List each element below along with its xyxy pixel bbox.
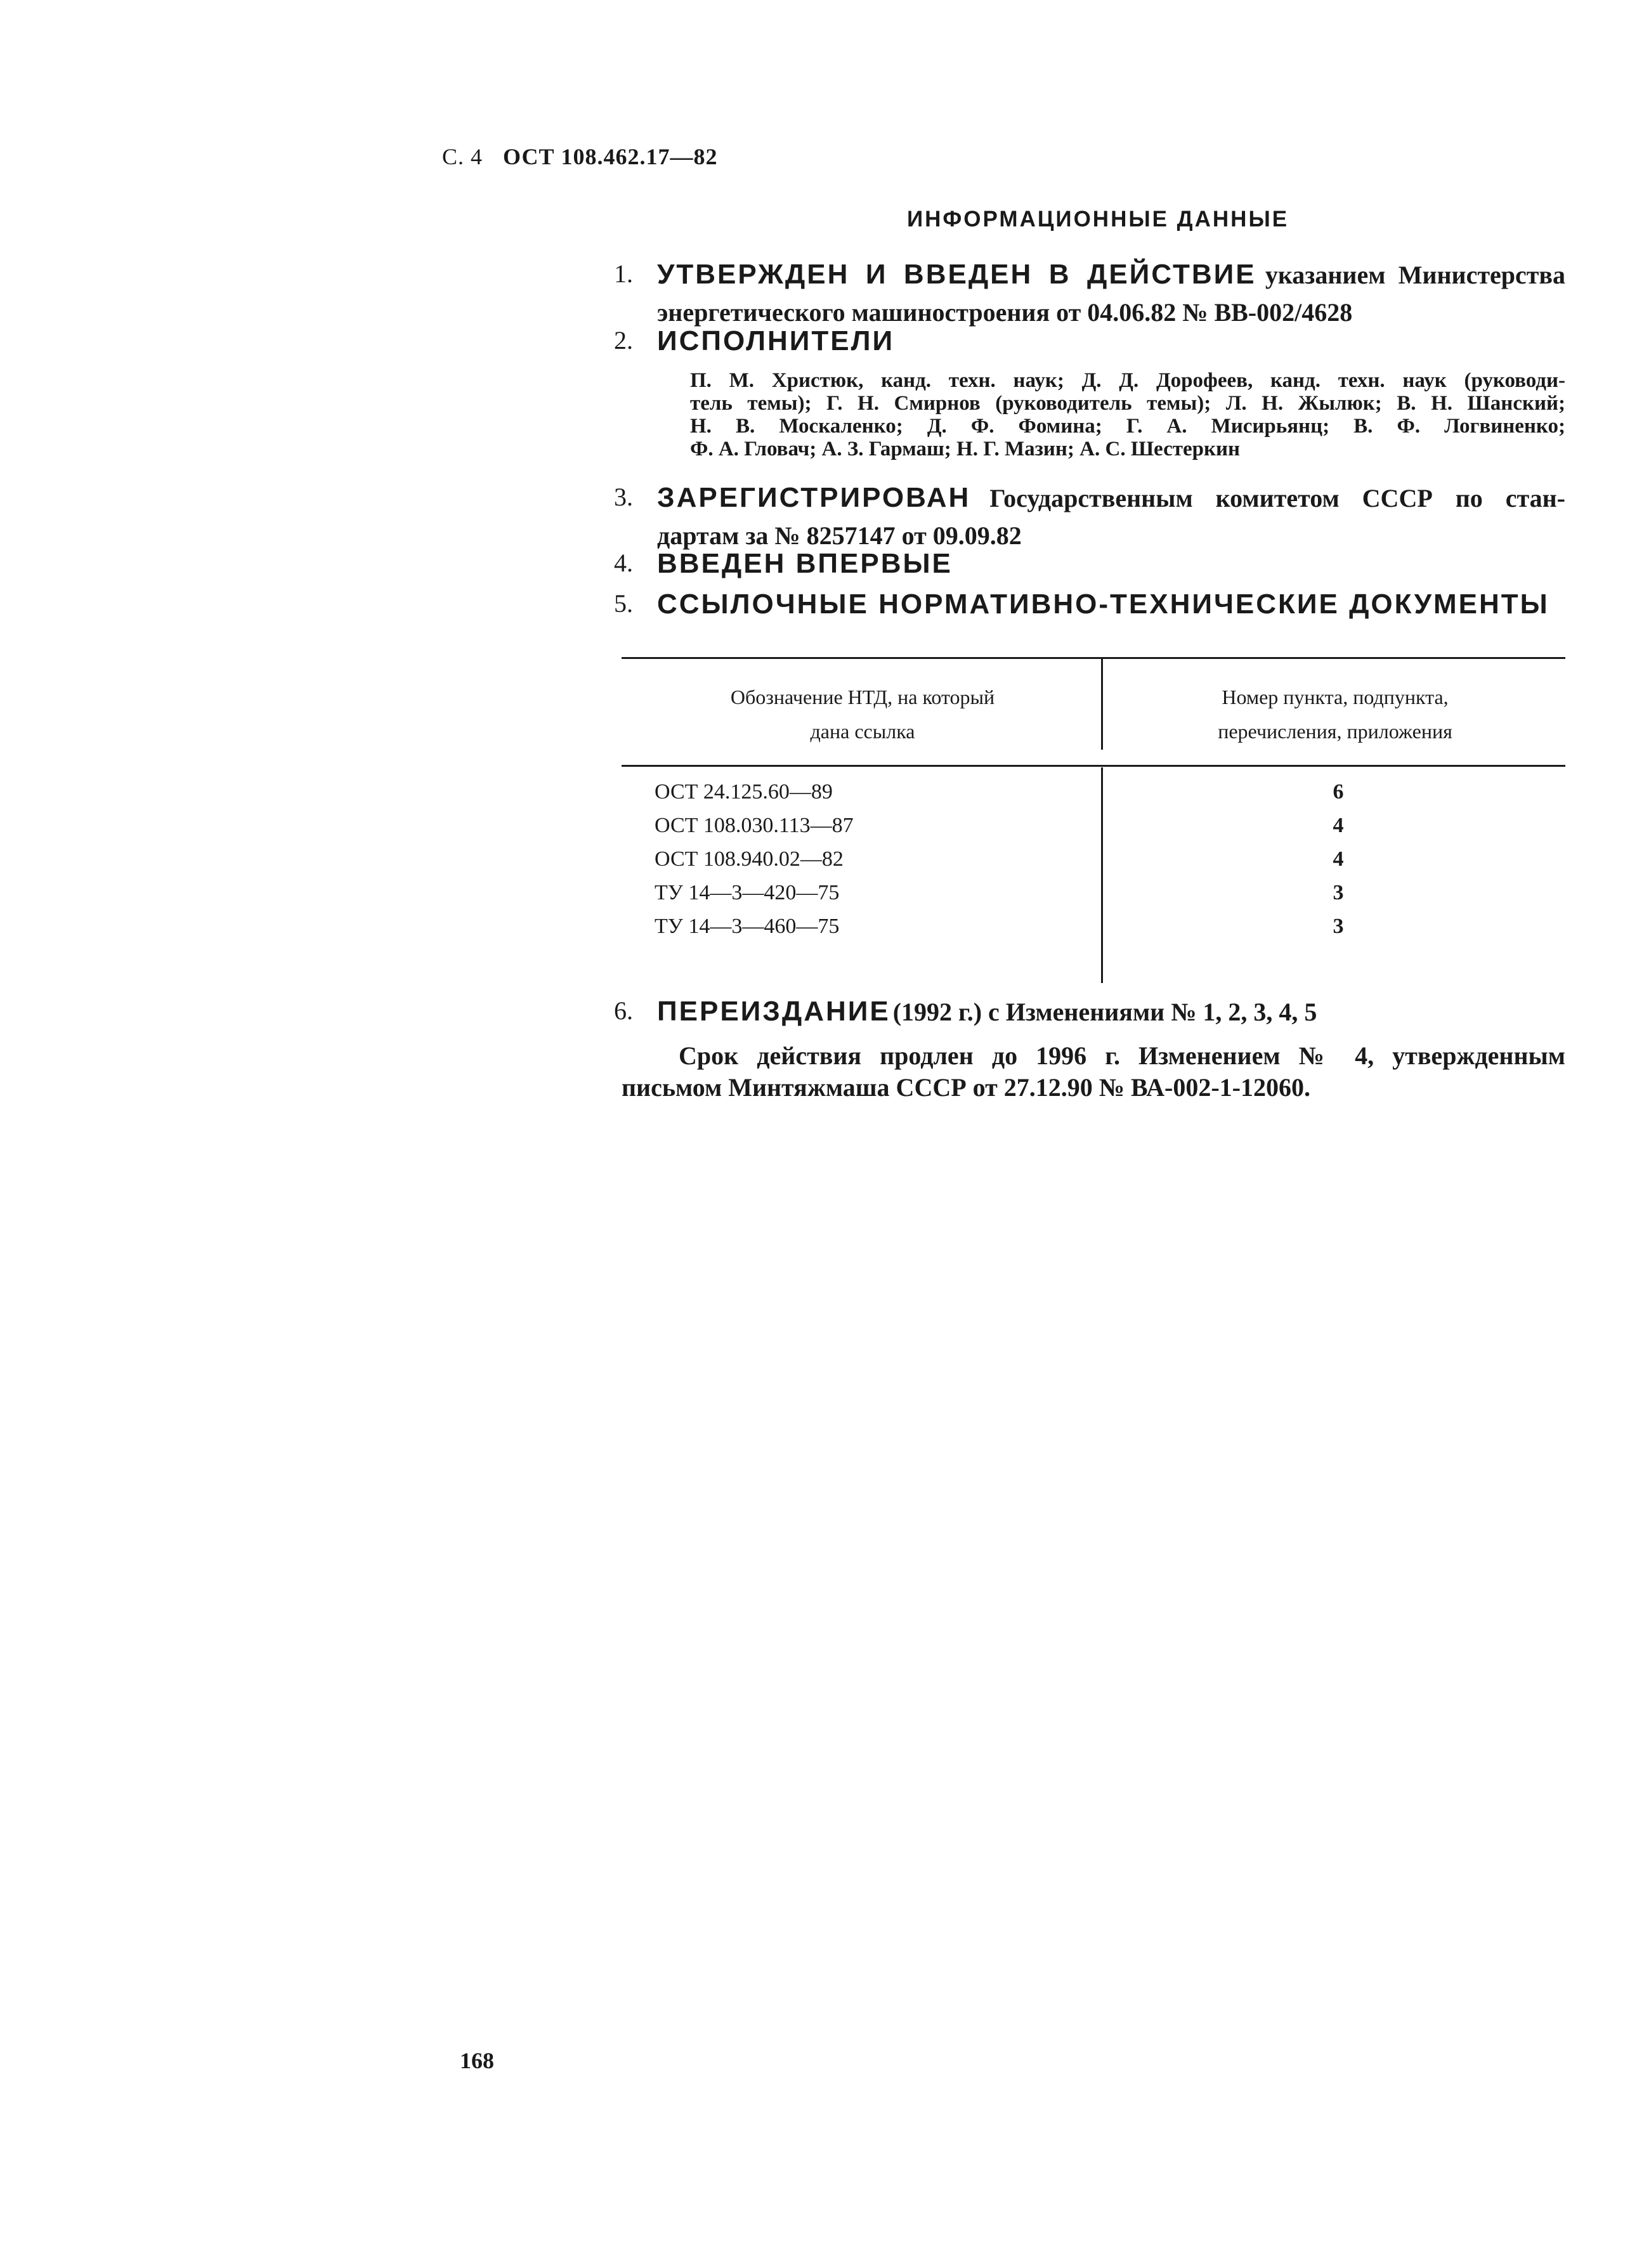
reference-table [622, 657, 1565, 961]
section-title: ИНФОРМАЦИОННЫЕ ДАННЫЕ [907, 207, 1289, 231]
item-text: Государственным комитетом СССР по стан- [989, 484, 1566, 512]
item-text: (1992 г.) с Изменениями № 1, 2, 3, 4, 5 [892, 998, 1317, 1026]
performers-line: Н. В. Москаленко; Д. Ф. Фомина; Г. А. Мисирьянц; В. Ф. Логвиненко; [690, 415, 1565, 438]
table-header-clause [1116, 680, 1554, 748]
item-heading: УТВЕРЖДЕН И ВВЕДЕН В ДЕЙСТВИЕ [657, 259, 1256, 290]
item-number: 3. [614, 483, 633, 511]
row-document: ОСТ 24.125.60—89 [655, 780, 833, 804]
table-row [622, 814, 1565, 847]
page-header [442, 143, 717, 170]
table-row [622, 780, 1565, 813]
item-number: 4. [614, 549, 633, 577]
row-document: ТУ 14—3—420—75 [655, 881, 840, 904]
table-top-rule [622, 657, 1565, 659]
item-number: 5. [614, 589, 633, 618]
item-approved [614, 259, 1565, 329]
row-document: ОСТ 108.940.02—82 [655, 847, 844, 871]
page-number: 168 [460, 2048, 494, 2073]
item-text: указанием Министерства [1265, 261, 1565, 289]
row-clause: 3 [1333, 915, 1344, 938]
note-line: письмом Минтяжмаша СССР от 27.12.90 № ВА-002-1-12060. [622, 1073, 1310, 1102]
performers-line: Ф. А. Гловач; А. З. Гармаш; Н. Г. Мазин; А. С. Шестеркин [690, 438, 1241, 460]
item-line [657, 548, 1565, 586]
item-line [657, 589, 1565, 627]
performers-list [690, 369, 1565, 460]
performers-line: П. М. Христюк, канд. техн. наук; Д. Д. Дорофеев, канд. техн. наук (руководи- [690, 369, 1565, 392]
row-clause: 4 [1333, 847, 1344, 871]
item-reference-docs [614, 589, 1565, 627]
table-row [622, 847, 1565, 880]
table-row [622, 881, 1565, 914]
item-heading: ВВЕДЕН ВПЕРВЫЕ [657, 548, 953, 579]
note-line: Срок действия продлен до 1996 г. Изменением № 4, утвержденным [679, 1041, 1565, 1070]
item-line [657, 325, 1565, 363]
item-line: дартам за № 8257147 от 09.09.82 [657, 521, 1022, 550]
row-document: ОСТ 108.030.113—87 [655, 814, 854, 837]
header-standard-code: ОСТ 108.462.17—82 [503, 144, 718, 169]
performers-line: тель темы); Г. Н. Смирнов (руководитель темы); Л. Н. Жылюк; В. Н. Шанский; [690, 392, 1565, 415]
item-line [657, 996, 1565, 1034]
item-registered [614, 482, 1565, 552]
table-header-rule [622, 765, 1565, 767]
row-clause: 4 [1333, 814, 1344, 837]
header-line: дана ссылка [810, 720, 915, 743]
row-document: ТУ 14—3—460—75 [655, 915, 840, 938]
header-page-label: С. 4 [442, 144, 483, 169]
table-header-designation [647, 680, 1078, 748]
item-number: 1. [614, 259, 633, 288]
header-line: Обозначение НТД, на который [730, 686, 995, 708]
item-number: 2. [614, 326, 633, 355]
item-number: 6. [614, 996, 633, 1025]
item-line [657, 259, 1565, 297]
item-heading: ССЫЛОЧНЫЕ НОРМАТИВНО-ТЕХНИЧЕСКИЕ ДОКУМЕНТЫ [657, 589, 1549, 620]
table-row [622, 915, 1565, 948]
item-heading: ЗАРЕГИСТРИРОВАН [657, 482, 971, 513]
item-heading: ИСПОЛНИТЕЛИ [657, 325, 895, 356]
header-line: перечисления, приложения [1218, 720, 1452, 743]
item-performers [614, 325, 1565, 363]
item-first-introduced [614, 548, 1565, 586]
table-column-divider [1101, 657, 1103, 750]
header-line: Номер пункта, подпункта, [1222, 686, 1449, 708]
validity-note [622, 1040, 1565, 1104]
item-line: энергетического машиностроения от 04.06.82 № ВВ-002/4628 [657, 298, 1353, 327]
row-clause: 6 [1333, 780, 1344, 804]
row-clause: 3 [1333, 881, 1344, 904]
item-reissue [614, 996, 1565, 1034]
item-heading: ПЕРЕИЗДАНИЕ [657, 996, 890, 1027]
item-line [657, 482, 1565, 520]
